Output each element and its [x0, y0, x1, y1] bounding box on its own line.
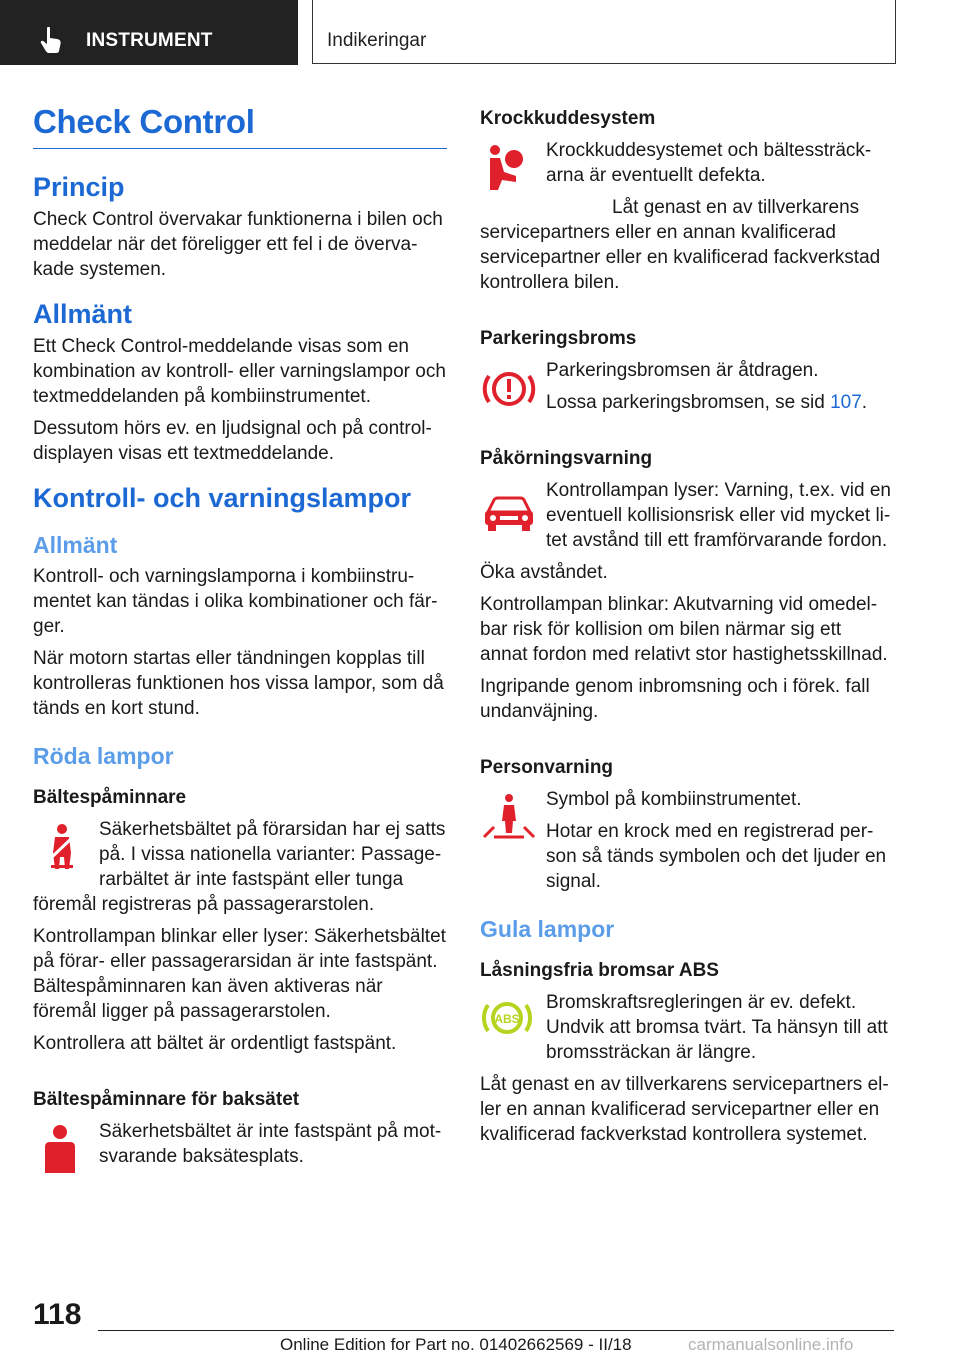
- rear-belt-heading: Bältespåminnare för baksätet: [33, 1089, 300, 1110]
- parking-brake-entry: [480, 358, 892, 415]
- airbag-text-1: Krockkuddesystemet och bältessträckarna är eventuellt defekta.: [546, 140, 872, 186]
- page-link[interactable]: 107: [830, 392, 862, 413]
- belt-text-2: Kontrollampan blinkar eller lyser: Säkerhetsbältet på förar- eller passagerarsidan är inte fastspänt. Bältespåminnaren kan även aktiveras när föremål ligger på passagerarstolen.: [33, 926, 446, 1022]
- allmant2-text-1: Kontroll- och varningslamporna i kombiinstrumentet kan tändas i olika kombinationer och färger.: [33, 566, 438, 637]
- airbag-icon: [480, 144, 546, 198]
- collision-text-4: Ingripande genom inbromsning och i förek. fall undanväjning.: [480, 676, 870, 722]
- abs-text-1: Bromskraftsregleringen är ev. defekt. Undvik att bromsa tvärt. Ta hänsyn till att bromssträckan är längre.: [546, 992, 888, 1063]
- roda-lampor-heading: Röda lampor: [33, 743, 174, 769]
- title-divider: [33, 148, 447, 149]
- collision-text-1: Kontrollampan lyser: Varning, t.ex. vid en eventuell kollisionsrisk eller vid mycket litet avstånd till ett framförvarande fordon.: [546, 480, 891, 551]
- abs-icon-text: ABS: [494, 1012, 520, 1026]
- person-heading: Personvarning: [480, 757, 614, 778]
- collision-entry: [480, 478, 892, 553]
- allmant2-heading: Allmänt: [33, 532, 118, 558]
- gula-lampor-heading: Gula lampor: [480, 916, 615, 942]
- subsection-title: Indikeringar: [327, 30, 427, 51]
- belt-text-1: Säkerhetsbältet på förarsidan har ej satts på. I vissa nationella varianter: Passagerarbältet är inte fastspänt eller tunga föremål registreras på passagerarstolen.: [33, 819, 446, 915]
- collision-text-3: Kontrollampan blinkar: Akutvarning vid omedelbar risk för kollision om bilen närmar sig ett annat fordon med relativt stor hastighetsskillnad.: [480, 594, 888, 665]
- pedestrian-warning-icon: [480, 793, 546, 847]
- pointing-hand-icon: [38, 26, 64, 54]
- belt-heading: Bältespåminnare: [33, 787, 187, 808]
- right-column: [480, 104, 892, 1154]
- abs-heading: Låsningsfria bromsar ABS: [480, 960, 719, 981]
- page-title: Check Control: [33, 103, 255, 140]
- belt-entry: [33, 817, 447, 917]
- allmant2-text-2: När motorn startas eller tändningen kopplas till kontrolleras funktionen hos vissa lampor, som då tänds en kort stund.: [33, 648, 444, 719]
- left-column: [33, 96, 447, 1179]
- rear-belt-text: Säkerhetsbältet är inte fastspänt på motsvarande baksätesplats.: [99, 1121, 442, 1167]
- seatbelt-icon: [33, 823, 99, 877]
- airbag-entry: [480, 138, 892, 188]
- page-header: [0, 0, 960, 66]
- edition-text: Online Edition for Part no. 01402662569 - II/18: [280, 1335, 632, 1354]
- parking-brake-text-2: [546, 390, 892, 415]
- parking-brake-ref-end: .: [861, 392, 868, 413]
- person-entry: [480, 787, 892, 894]
- kontroll-heading: Kontroll- och varningslampor: [33, 483, 412, 513]
- rear-belt-entry: [33, 1119, 447, 1169]
- section-tab: [0, 0, 298, 65]
- person-text-2: Hotar en krock med en registrerad person så tänds symbolen och det ljuder en signal.: [546, 821, 887, 892]
- section-title: INSTRUMENT: [86, 30, 213, 51]
- subsection-tab: [312, 0, 896, 64]
- parking-brake-text-1: Parkeringsbromsen är åtdragen.: [546, 360, 819, 381]
- parking-brake-ref-text: Lossa parkeringsbromsen, se sid: [546, 392, 831, 413]
- abs-icon: [480, 996, 546, 1050]
- watermark: carmanualsonline.info: [688, 1335, 854, 1354]
- allmant-text-2: Dessutom hörs ev. en ljudsignal och på controldisplayen visas ett textmeddelande.: [33, 418, 432, 464]
- abs-entry: [480, 990, 892, 1065]
- footer-divider: [98, 1330, 894, 1331]
- rear-seat-icon: [33, 1125, 99, 1179]
- page-number: 118: [33, 1298, 82, 1331]
- person-text-1: Symbol på kombiinstrumentet.: [546, 789, 802, 810]
- princip-text: Check Control övervakar funktionerna i bilen och meddelar när det föreligger ett fel i de övervakade systemen.: [33, 209, 443, 280]
- airbag-heading: Krockkuddesystem: [480, 108, 656, 129]
- abs-text-2: Låt genast en av tillverkarens servicepartners eller en annan kvalificerad servicepartner eller en kvalificerad fackverkstad kontrollera systemet.: [480, 1074, 889, 1145]
- airbag-text-2: Låt genast en av tillverkarens servicepartners eller en annan kvalificerad servicepartner eller en kvalificerad fackverkstad kontrollera bilen.: [480, 197, 881, 293]
- parking-brake-heading: Parkeringsbroms: [480, 328, 637, 349]
- allmant-text-1: Ett Check Control-meddelande visas som en kombination av kontroll- eller varningslampor och textmeddelanden på kombiinstrumentet.: [33, 336, 446, 407]
- car-warning-icon: [480, 484, 546, 538]
- allmant-heading: Allmänt: [33, 299, 133, 329]
- princip-heading: Princip: [33, 172, 125, 202]
- belt-text-3: Kontrollera att bältet är ordentligt fastspänt.: [33, 1033, 397, 1054]
- collision-heading: Påkörningsvarning: [480, 448, 653, 469]
- parking-brake-icon: [480, 364, 546, 418]
- collision-text-2: Öka avståndet.: [480, 562, 608, 583]
